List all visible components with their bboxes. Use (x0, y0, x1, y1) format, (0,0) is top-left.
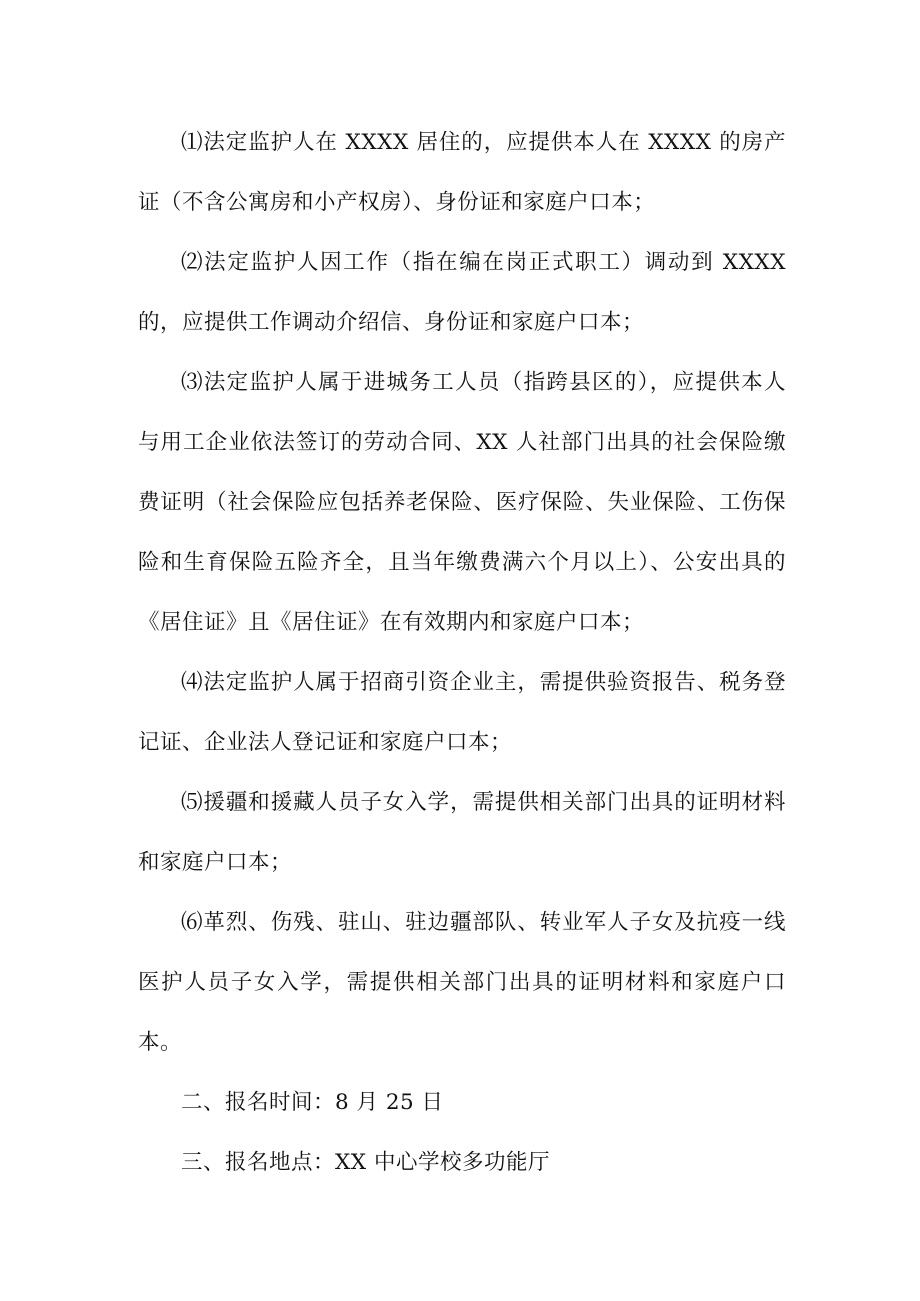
registration-time: 二、报名时间：8 月 25 日 (181, 1090, 444, 1115)
paragraph-guardian-residence: ⑴法定监护人在 XXXX 居住的，应提供本人在 XXXX 的房产证（不含公寓房和小产权房）、身份证和家庭户口本； (138, 130, 786, 215)
paragraph-guardian-transfer: ⑵法定监护人因工作（指在编在岗正式职工）调动到 XXXX 的，应提供工作调动介绍信、身份证和家庭户口本； (138, 250, 786, 335)
paragraph-migrant-worker: ⑶法定监护人属于进城务工人员（指跨县区的），应提供本人与用工企业依法签订的劳动合同、XX 人社部门出具的社会保险缴费证明（社会保险应包括养老保险、医疗保险、失业保险、工伤保险和生育保险五险齐全，且当年缴费满六个月以上）、公安出具的《居住证》且《居住证》在有效期内和家庭户口本； (138, 370, 786, 635)
registration-location: 三、报名地点：XX 中心学校多功能厅 (181, 1150, 550, 1175)
paragraph-aid-personnel: ⑸援疆和援藏人员子女入学，需提供相关部门出具的证明材料和家庭户口本； (138, 790, 786, 875)
paragraph-investment-owner: ⑷法定监护人属于招商引资企业主，需提供验资报告、税务登记证、企业法人登记证和家庭户口本； (138, 670, 786, 755)
paragraph-special-groups: ⑹革烈、伤残、驻山、驻边疆部队、转业军人子女及抗疫一线医护人员子女入学，需提供相关部门出具的证明材料和家庭户口本。 (138, 910, 786, 1055)
